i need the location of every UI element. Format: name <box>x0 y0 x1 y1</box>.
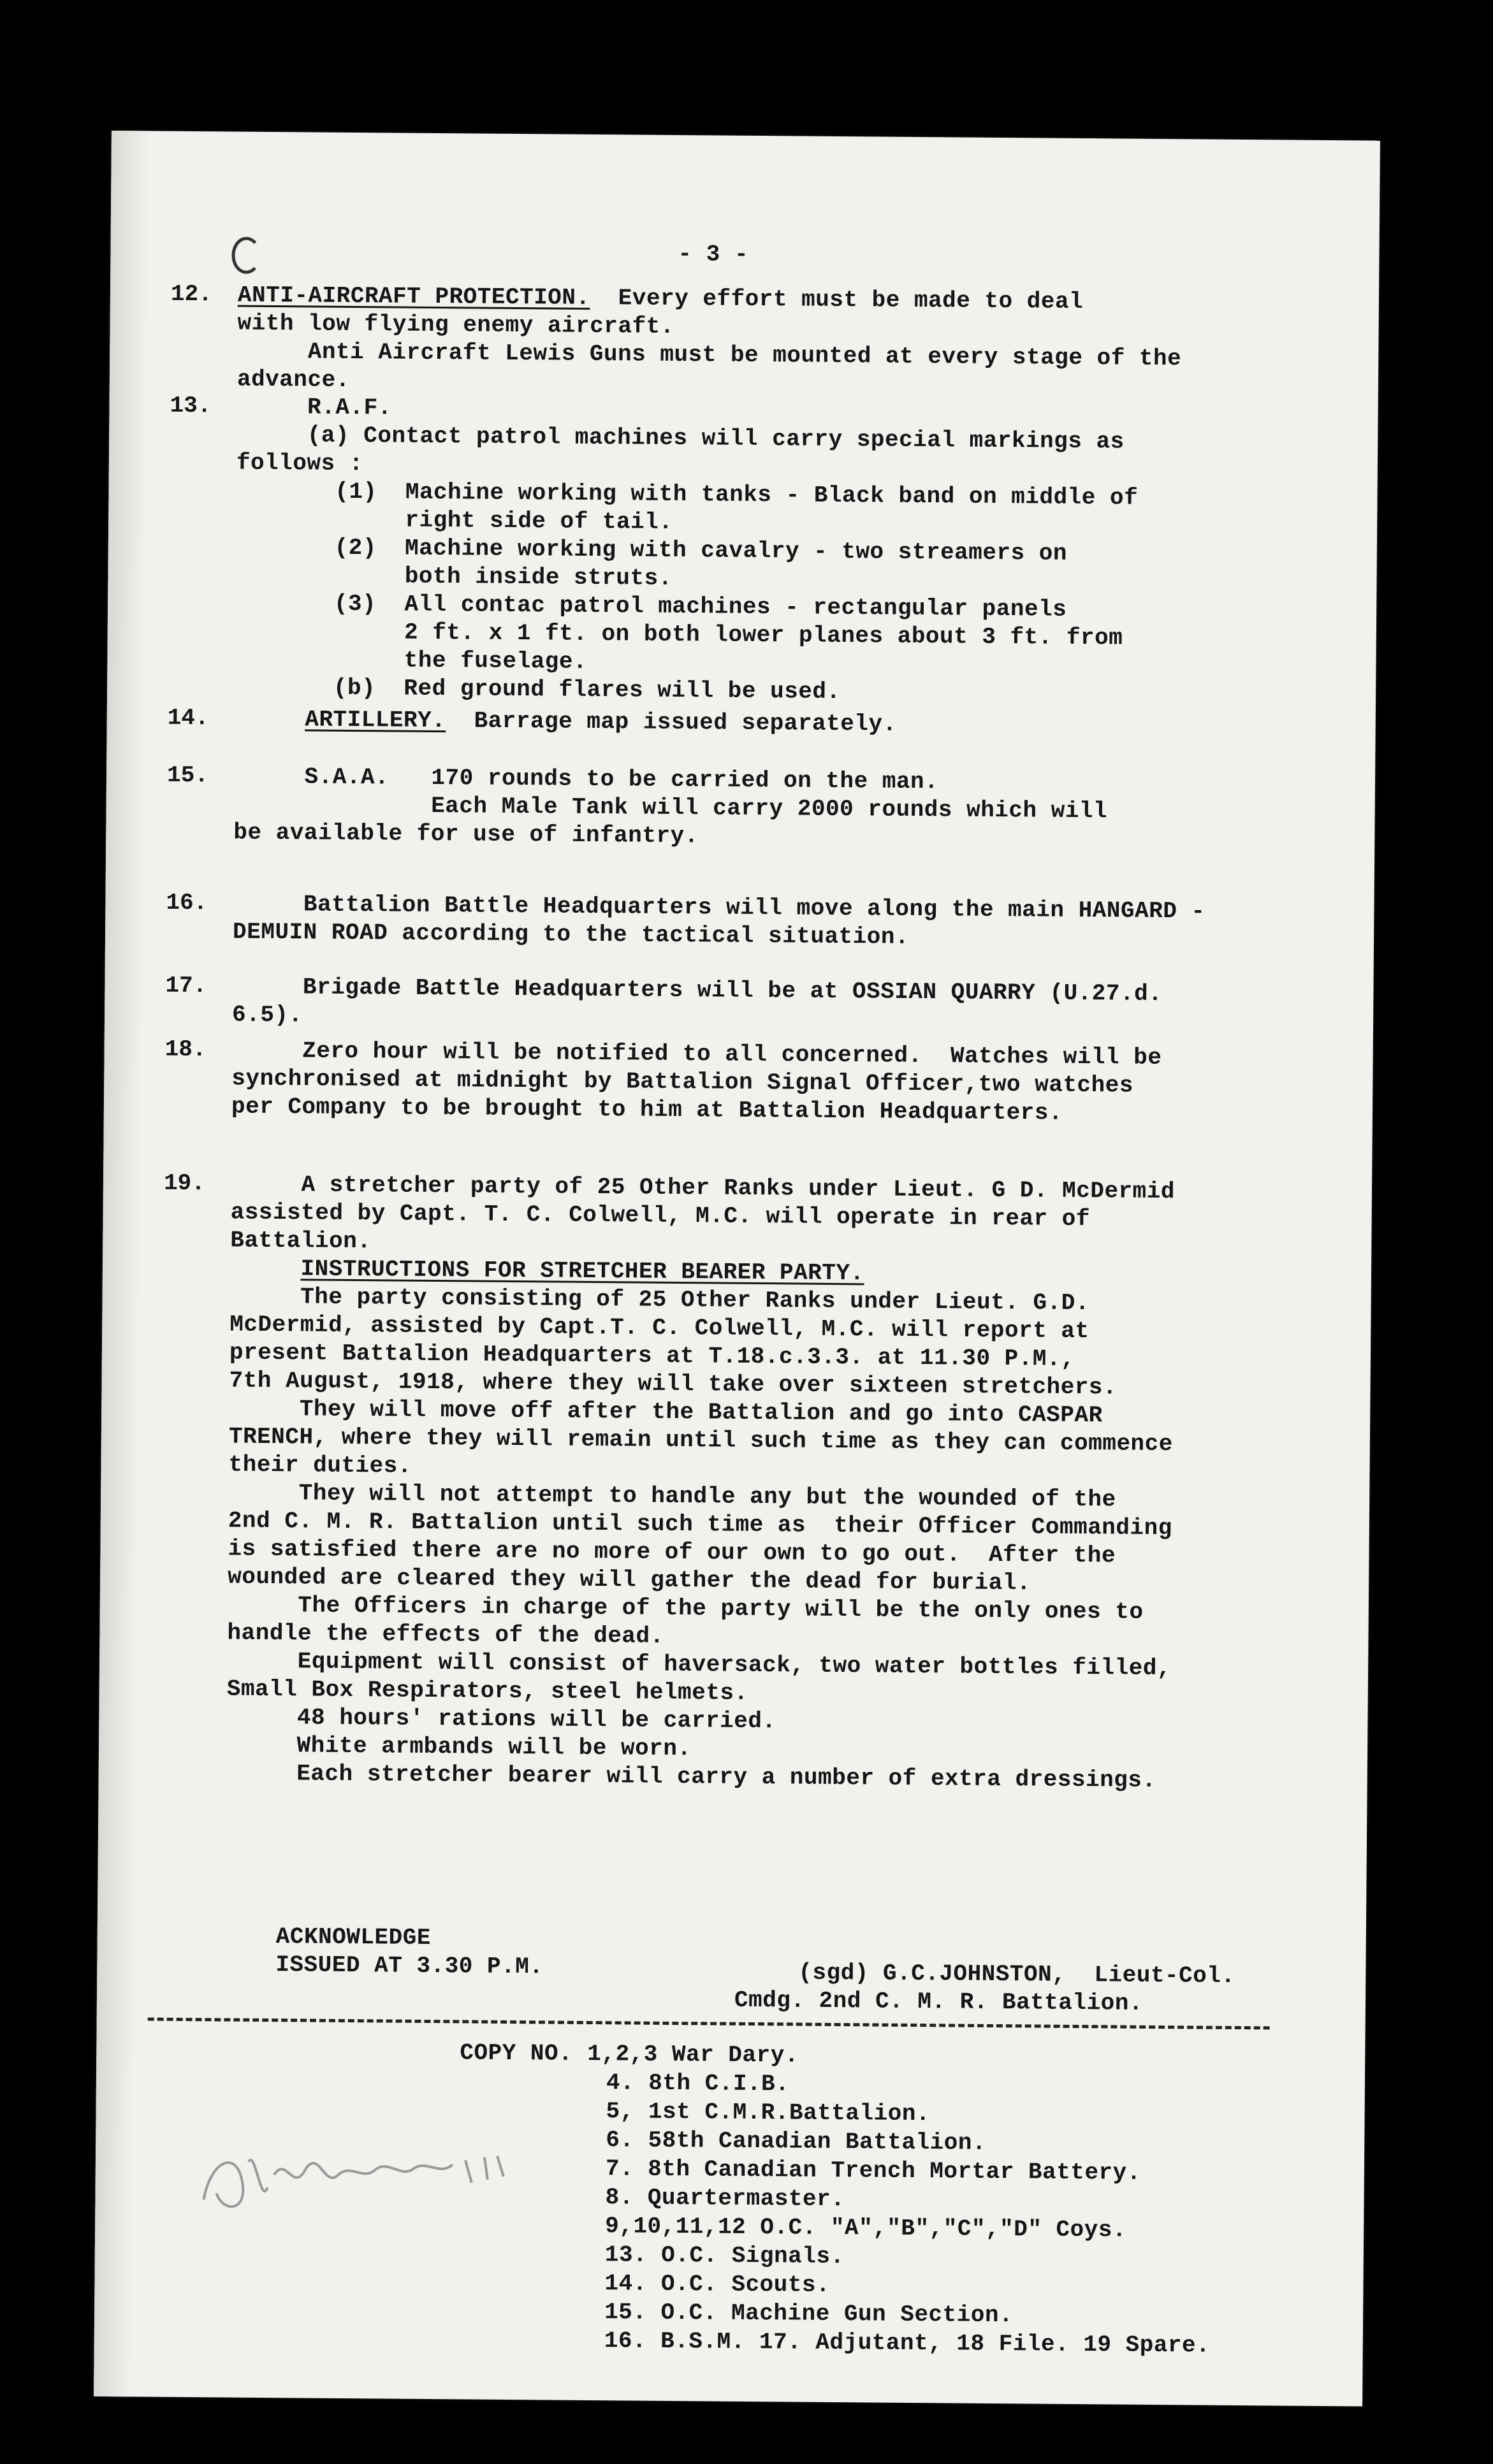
acknowledge-label: ACKNOWLEDGE <box>275 1924 432 1952</box>
section-line: right side of tail. <box>236 505 673 535</box>
underlined-heading: INSTRUCTIONS FOR STRETCHER BEARER PARTY. <box>300 1256 864 1287</box>
copy-item: 9,10,11,12 O.C. "A","B","C","D" Coys. <box>605 2213 1127 2243</box>
section-line: with low flying enemy aircraft. <box>237 310 674 340</box>
section-line: 6.5). <box>231 1001 303 1029</box>
copy-item: 15. O.C. Machine Gun Section. <box>604 2299 1014 2329</box>
section-line: 2nd C. M. R. Battalion until such time as their Officer Commanding <box>228 1507 1172 1542</box>
copy-item: 14. O.C. Scouts. <box>604 2270 831 2298</box>
section-line: handle the effects of the dead. <box>227 1620 664 1649</box>
section-line: A stretcher party of 25 Other Ranks under Lieut. G D. McDermid <box>230 1171 1176 1205</box>
section-line: Anti Aircraft Lewis Guns must be mounted at every stage of the <box>237 338 1182 372</box>
section-line: Battalion. <box>230 1227 372 1255</box>
section-number: 13. <box>170 392 212 419</box>
section-line: 7th August, 1918, where they will take over sixteen stretchers. <box>229 1367 1118 1401</box>
copy-item: 5, 1st C.M.R.Battalion. <box>606 2098 931 2127</box>
section-line: ANTI-AIRCRAFT PROTECTION. Every effort must be made to deal <box>237 282 1084 315</box>
section-line: follows : <box>236 449 364 477</box>
section-line: DEMUIN ROAD according to the tactical situation. <box>232 918 910 950</box>
section-line: ARTILLERY. Barrage map issued separately. <box>305 706 897 737</box>
section-line: the fuselage. <box>235 646 588 675</box>
copy-item: 16. B.S.M. 17. Adjutant, 18 File. 19 Spare. <box>604 2328 1211 2359</box>
section-line: The party consisting of 25 Other Ranks under Lieut. G.D. <box>229 1283 1090 1317</box>
section-line: assisted by Capt. T. C. Colwell, M.C. will operate in rear of <box>230 1199 1091 1233</box>
section-line: is satisfied there are no more of our own to go out. After the <box>228 1535 1116 1569</box>
section-number: 14. <box>167 704 209 732</box>
section-line: (2) Machine working with cavalry - two streamers on <box>235 533 1068 567</box>
section-number: 17. <box>165 972 207 999</box>
section-line: 2 ft. x 1 ft. on both lower planes about 3 ft. from <box>235 618 1123 651</box>
section-line: The Officers in charge of the party will be the only ones to <box>227 1591 1144 1625</box>
section-line: Small Box Respirators, steel helmets. <box>226 1676 748 1706</box>
section-line: Each Male Tank will carry 2000 rounds which will <box>233 791 1108 825</box>
signature-line-1: (sgd) G.C.JOHNSTON, Lieut-Col. <box>798 1959 1235 1989</box>
copy-item: 6. 58th Canadian Battalion. <box>606 2127 987 2156</box>
section-line: White armbands will be worn. <box>226 1732 692 1762</box>
section-line: R.A.F. <box>237 393 392 421</box>
section-line: wounded are cleared they will gather the dead for burial. <box>228 1563 1031 1597</box>
copy-item: 8. Quartermaster. <box>605 2184 845 2213</box>
section-line: (3) All contac patrol machines - rectangular panels <box>235 590 1067 623</box>
section-number: 16. <box>166 889 208 917</box>
underlined-heading: ARTILLERY. <box>305 706 446 734</box>
section-line: Battalion Battle Headquarters will move along the main HANGARD - <box>233 890 1205 925</box>
section-line: per Company to be brought to him at Battalion Headquarters. <box>231 1093 1063 1126</box>
punch-hole <box>231 236 261 273</box>
copy-item: 13. O.C. Signals. <box>604 2242 845 2270</box>
section-line: Each stretcher bearer will carry a number of extra dressings. <box>226 1760 1156 1794</box>
copy-item: 4. 8th C.I.B. <box>606 2069 790 2098</box>
section-line: present Battalion Headquarters at T.18.c.3.3. at 11.30 P.M., <box>229 1339 1075 1372</box>
section-line: 48 hours' rations will be carried. <box>226 1704 776 1735</box>
section-line: Equipment will consist of haversack, two water bottles filled, <box>226 1648 1172 1682</box>
section-line: Zero hour will be notified to all concerned. Watches will be <box>231 1037 1162 1071</box>
section-line: be available for use of infantry. <box>233 819 699 850</box>
document-body <box>112 131 1380 1794</box>
separator-line <box>148 2018 1270 2030</box>
section-number: 15. <box>166 762 209 789</box>
section-line <box>230 1255 864 1288</box>
section-line: synchronised at midnight by Battalion Signal Officer,two watches <box>231 1065 1134 1099</box>
section-number: 12. <box>170 280 212 308</box>
handwritten-signature <box>197 2123 542 2221</box>
page-number: - 3 - <box>678 240 749 268</box>
section-line: their duties. <box>228 1451 412 1479</box>
section-line: (b) Red ground flares will be used. <box>234 674 841 706</box>
section-line: They will not attempt to handle any but the wounded of the <box>228 1479 1116 1513</box>
copy-label: COPY NO. <box>460 2040 573 2067</box>
signature-line-2: Cmdg. 2nd C. M. R. Battalion. <box>734 1987 1144 2017</box>
section-number: 19. <box>163 1170 206 1197</box>
issued-time: ISSUED AT 3.30 P.M. <box>275 1952 544 1980</box>
section-line: S.A.A. 170 rounds to be carried on the man. <box>233 763 939 795</box>
section-number: 18. <box>164 1036 207 1063</box>
section-line: Brigade Battle Headquarters will be at OSSIAN QUARRY (U.27.d. <box>232 973 1163 1007</box>
section-line: advance. <box>237 366 350 393</box>
section-line: TRENCH, where they will remain until such time as they can commence <box>228 1423 1173 1458</box>
copy-item: 7. 8th Canadian Trench Mortar Battery. <box>605 2156 1141 2186</box>
underlined-heading: ANTI-AIRCRAFT PROTECTION. <box>237 282 590 311</box>
copy-item: 1,2,3 War Dary. <box>587 2040 799 2069</box>
section-line: They will move off after the Battalion and go into CASPAR <box>229 1395 1103 1429</box>
section-line: (a) Contact patrol machines will carry special markings as <box>237 421 1125 455</box>
document-page <box>94 131 1380 2407</box>
section-line: (1) Machine working with tanks - Black band on middle of <box>236 477 1139 511</box>
section-line: McDermid, assisted by Capt.T. C. Colwell, M.C. will report at <box>229 1311 1089 1345</box>
section-line: both inside struts. <box>235 562 673 591</box>
